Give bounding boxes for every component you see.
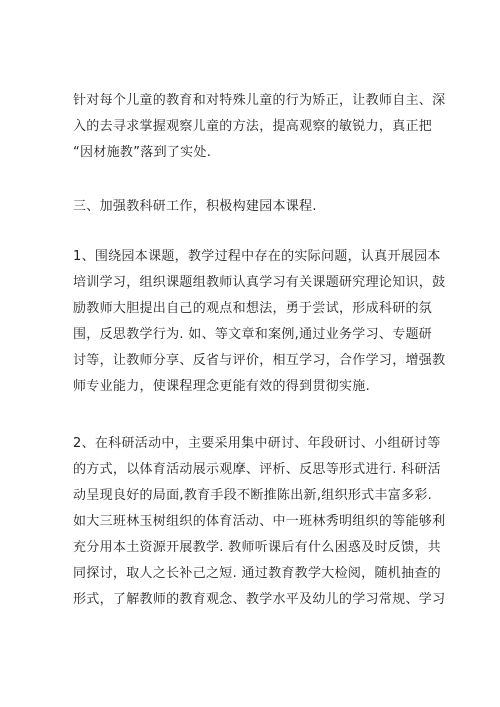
text-line: 励教师大胆提出自己的观点和想法，勇于尝试，形成科研的氛 <box>73 301 433 316</box>
heading-line: 三、加强教科研工作，积极构建园本课程. <box>73 199 317 214</box>
paragraph-observation <box>73 88 448 166</box>
text-line: 2、在科研活动中，主要采用集中研讨、年段研讨、小组研讨等 <box>73 436 441 451</box>
text-line: 形式，了解教师的教育观念、教学水平及幼儿的学习常规、学习 <box>73 592 446 607</box>
text-line: 如大三班林玉树组织的体育活动、中一班林秀明组织的等能够利 <box>73 514 446 529</box>
text-line: 讨等，让教师分享、反省与评价，相互学习，合作学习，增强教 <box>73 353 446 368</box>
text-line: 的方式，以体育活动展示观摩、评析、反思等形式进行. 科研活 <box>73 462 441 477</box>
text-line: 围，反思教学行为. 如、等文章和案例,通过业务学习、专题研 <box>73 327 433 342</box>
text-line: 培训学习，组织课题组教师认真学习有关课题研究理论知识，鼓 <box>73 275 446 290</box>
paragraph-item-1 <box>73 244 448 400</box>
text-line: 入的去寻求掌握观察儿童的方法，提高观察的敏锐力，真正把 <box>73 119 433 134</box>
text-line: 1、围绕园本课题，教学过程中存在的实际问题，认真开展园本 <box>73 249 441 264</box>
paragraph-item-2 <box>73 431 448 613</box>
text-line: 师专业能力，使课程理念更能有效的得到贯彻实施. <box>73 379 371 394</box>
text-line: 针对每个儿童的教育和对特殊儿童的行为矫正，让教师自主、深 <box>73 93 446 108</box>
text-line: 同探讨，取人之长补己之短. 通过教育教学大检阅，随机抽查的 <box>73 566 441 581</box>
text-line: 动呈现良好的局面,教育手段不断推陈出新,组织形式丰富多彩. <box>73 488 433 503</box>
section-heading <box>73 194 448 220</box>
text-line: 充分用本土资源开展教学. 教师听课后有什么困惑及时反馈，共 <box>73 540 441 555</box>
text-line: “因材施教”落到了实处. <box>73 145 212 160</box>
